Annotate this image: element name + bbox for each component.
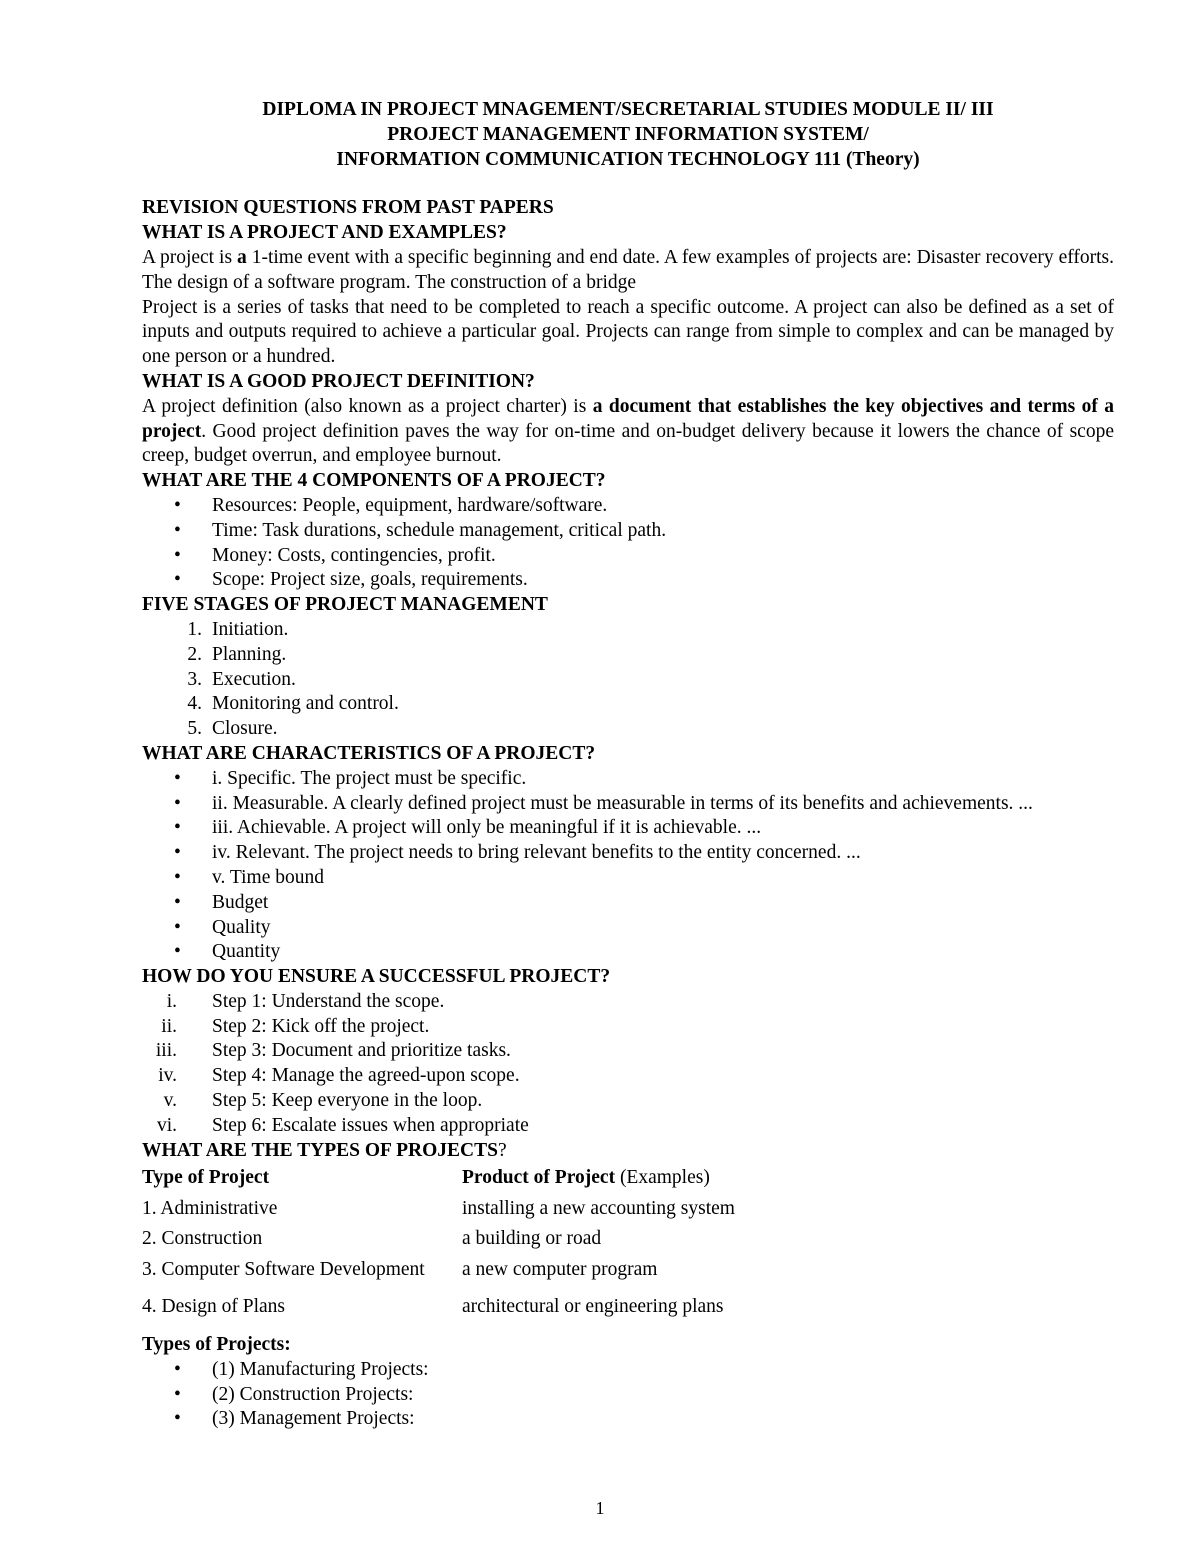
list-item: v. Step 5: Keep everyone in the loop.	[163, 1090, 483, 1112]
table-row: 3. Computer Software Development a new computer program	[142, 1258, 658, 1280]
paragraph-project-definition: A project is a 1-time event with a specific beginning and end date. A few examples of projects are: Disaster recovery efforts. The design of a software program. The construction of a bridge	[142, 246, 1115, 293]
table-row: 2. Construction a building or road	[142, 1228, 602, 1250]
list-item: • Quantity	[174, 941, 281, 963]
list-item: • iii. Achievable. A project will only be meaningful if it is achievable. ...	[174, 817, 762, 839]
section-heading-characteristics: WHAT ARE CHARACTERISTICS OF A PROJECT?	[142, 742, 596, 764]
list-item: • (2) Construction Projects:	[174, 1383, 414, 1405]
section-heading-types-of-projects: Types of Projects:	[142, 1333, 291, 1355]
types-table	[142, 1166, 735, 1333]
components-list	[142, 494, 1114, 593]
table-header-product: Product of Project (Examples)	[462, 1167, 710, 1189]
list-item: 1. Initiation.	[187, 618, 289, 640]
paragraph-good-definition: A project definition (also known as a project charter) is a document that establishes the key objectives and terms of a project. Good project definition paves the way for on-time and on-budget delivery because it lowers the chance of scope creep, budget overrun, and employee burnout.	[142, 395, 1114, 467]
list-item: ii. Step 2: Kick off the project.	[161, 1015, 430, 1037]
list-item: • i. Specific. The project must be specific.	[174, 767, 527, 789]
list-item: • Time: Task durations, schedule management, critical path.	[174, 519, 667, 541]
list-item: • ii. Measurable. A clearly defined project must be measurable in terms of its benefits and achievements. ...	[174, 792, 1033, 814]
revision-title: REVISION QUESTIONS FROM PAST PAPERS	[142, 197, 554, 219]
list-item: 3. Execution.	[187, 668, 296, 690]
section-heading-what-is-project: WHAT IS A PROJECT AND EXAMPLES?	[142, 222, 507, 244]
paragraph-project-series: Project is a series of tasks that need to be completed to reach a specific outcome. A project can also be defined as a set of inputs and outputs required to achieve a particular goal. Projects can range from simple to complex and can be managed by one person or a hundred.	[142, 296, 1114, 368]
section-heading-good-definition: WHAT IS A GOOD PROJECT DEFINITION?	[142, 370, 535, 392]
list-item: i. Step 1: Understand the scope.	[166, 990, 445, 1012]
list-item: 4. Monitoring and control.	[187, 693, 399, 715]
table-row: 1. Administrative installing a new accounting system	[142, 1197, 735, 1219]
characteristics-list	[142, 767, 1114, 965]
table-header-row	[142, 1166, 735, 1197]
steps-list	[142, 990, 1114, 1139]
table-row: 4. Design of Plans architectural or engineering plans	[142, 1296, 724, 1318]
section-heading-types: WHAT ARE THE TYPES OF PROJECTS?	[142, 1139, 507, 1161]
list-item: 2. Planning.	[187, 643, 287, 665]
list-item: • Budget	[174, 891, 269, 913]
section-heading-components: WHAT ARE THE 4 COMPONENTS OF A PROJECT?	[142, 470, 606, 492]
page-number: 1	[595, 1498, 605, 1518]
header-line-2: PROJECT MANAGEMENT INFORMATION SYSTEM/	[387, 123, 869, 145]
list-item: • iv. Relevant. The project needs to bring relevant benefits to the entity concerned. ...	[174, 842, 861, 864]
document-page	[142, 98, 1114, 1432]
list-item: vi. Step 6: Escalate issues when appropriate	[156, 1114, 529, 1136]
doc-header	[142, 98, 1114, 172]
list-item: • Money: Costs, contingencies, profit.	[174, 544, 496, 566]
list-item: iv. Step 4: Manage the agreed-upon scope.	[158, 1065, 520, 1087]
list-item: • (1) Manufacturing Projects:	[174, 1358, 429, 1380]
list-item: • (3) Management Projects:	[174, 1408, 415, 1430]
stages-list	[142, 618, 1114, 742]
list-item: • v. Time bound	[174, 866, 324, 888]
list-item: iii. Step 3: Document and prioritize tasks.	[155, 1040, 511, 1062]
list-item: • Quality	[174, 916, 271, 938]
list-item: 5. Closure.	[187, 718, 278, 740]
header-line-1: DIPLOMA IN PROJECT MNAGEMENT/SECRETARIAL STUDIES MODULE II/ III	[262, 99, 994, 120]
list-item: • Scope: Project size, goals, requirements.	[174, 569, 528, 591]
list-item: • Resources: People, equipment, hardware/software.	[174, 494, 608, 516]
table-header-type: Type of Project	[142, 1167, 270, 1189]
section-heading-successful-project: HOW DO YOU ENSURE A SUCCESSFUL PROJECT?	[142, 966, 611, 988]
header-line-3: INFORMATION COMMUNICATION TECHNOLOGY 111 (Theory)	[336, 148, 920, 170]
project-types-list	[142, 1358, 1114, 1432]
section-heading-five-stages: FIVE STAGES OF PROJECT MANAGEMENT	[142, 594, 548, 616]
